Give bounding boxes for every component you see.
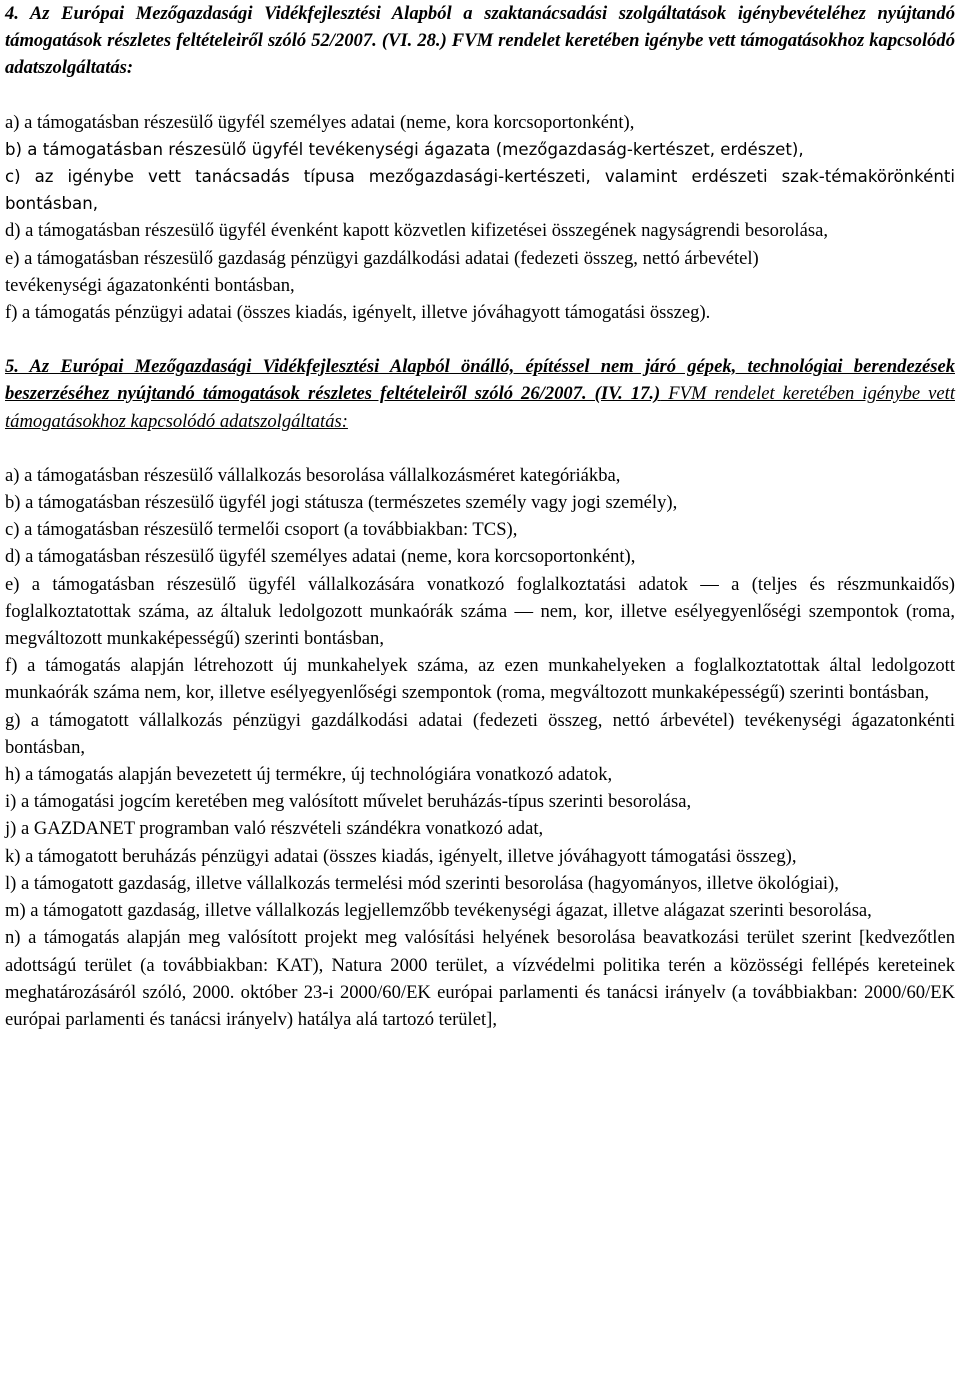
spacer <box>5 82 955 109</box>
section-5-item-k: k) a támogatott beruházás pénzügyi adatai (összes kiadás, igényelt, illetve jóváhagyott támogatási összeg), <box>5 845 797 867</box>
spacer <box>5 435 955 462</box>
section-5-item-h: h) a támogatás alapján bevezetett új termékre, új technológiára vonatkozó adatok, <box>5 764 613 786</box>
section-5-heading <box>5 353 955 435</box>
section-5-heading-rest: FVM rendelet keretében igénybe vett támogatásokhoz kapcsolódó adatszolgáltatás: <box>5 383 955 432</box>
section-5-item-g: g) a támogatott vállalkozás pénzügyi gazdálkodási adatai (fedezeti összeg, nettó árbevétel) tevékenységi ágazatonkénti bontásban, <box>5 709 955 758</box>
section-4-item-e-cont: tevékenységi ágazatonkénti bontásban, <box>5 274 295 296</box>
section-5-item-a: a) a támogatásban részesülő vállalkozás besorolása vállalkozásméret kategóriákba, <box>5 464 621 486</box>
section-5-item-b: b) a támogatásban részesülő ügyfél jogi státusza (természetes személy vagy jogi személy), <box>5 492 678 514</box>
section-5-item-n: n) a támogatás alapján meg valósított projekt meg valósítási helyének besorolása beavatkozási terület szerint [kedvezőtlen adottságú terület (a továbbiakban: KAT), Natura 2000 terület, a vízvédelmi politika terén a közösségi fellépés kereteinek meghatározásáról szóló, 2000. október 23-i 2000/60/EK európai parlamenti és tanácsi irányelv (a továbbiakban: 2000/60/EK európai parlamenti és tanácsi irányelv) hatálya alá tartozó terület], <box>5 927 955 1030</box>
section-5 <box>5 353 955 1033</box>
section-4-item-c: c) az igénybe vett tanácsadás típusa mezőgazdasági-kertészeti, valamint erdészeti szak-témakörönkénti bontásban, <box>5 167 955 214</box>
section-4-item-a: a) a támogatásban részesülő ügyfél személyes adatai (neme, kora korcsoportonként), <box>5 111 635 133</box>
section-5-item-i: i) a támogatási jogcím keretében meg valósított művelet beruházás-típus szerinti besorolása, <box>5 791 692 813</box>
spacer <box>5 326 955 353</box>
section-4-item-b: b) a támogatásban részesülő ügyfél tevékenységi ágazata (mezőgazdaság-kertészet, erdészet), <box>5 139 804 159</box>
section-4-heading: 4. Az Európai Mezőgazdasági Vidékfejlesztési Alapból a szaktanácsadási szolgáltatások igénybevételéhez nyújtandó támogatások részletes feltételeiről szóló 52/2007. (VI. 28.) FVM rendelet keretében igénybe vett támogatásokhoz kapcsolódó adatszolgáltatás: <box>5 3 955 79</box>
section-5-item-m: m) a támogatott gazdaság, illetve vállalkozás legjellemzőbb tevékenységi ágazat, illetve alágazat szerinti besorolása, <box>5 900 872 922</box>
section-5-item-l: l) a támogatott gazdaság, illetve vállalkozás termelési mód szerinti besorolása (hagyományos, illetve ökológiai), <box>5 872 839 894</box>
section-5-item-f: f) a támogatás alapján létrehozott új munkahelyek száma, az ezen munkahelyeken a foglalkoztatottak által ledolgozott munkaórák száma nem, kor, illetve esélyegyenlőségi szempontok (roma, megváltozott munkaképességű) szerinti bontásban, <box>5 655 955 704</box>
section-5-item-c: c) a támogatásban részesülő termelői csoport (a továbbiakban: TCS), <box>5 519 518 541</box>
section-4-item-d: d) a támogatásban részesülő ügyfél évenként kapott közvetlen kifizetései összegének nagyságrendi besorolása, <box>5 220 828 242</box>
section-5-item-d: d) a támogatásban részesülő ügyfél személyes adatai (neme, kora korcsoportonként), <box>5 546 636 568</box>
section-5-heading-title: 5. Az Európai Mezőgazdasági Vidékfejlesztési Alapból önálló, építéssel nem járó gépek, technológiai berendezések beszerzéséhez nyújtandó támogatások részletes feltételeiről szóló 26/2007. (IV. 17.) <box>5 356 955 405</box>
section-4 <box>5 0 955 326</box>
section-4-item-e: e) a támogatásban részesülő gazdaság pénzügyi gazdálkodási adatai (fedezeti összeg, nettó árbevétel) <box>5 247 759 269</box>
section-5-item-e: e) a támogatásban részesülő ügyfél vállalkozására vonatkozó foglalkoztatási adatok — a (teljes és részmunkaidős) foglalkoztatottak száma, az általuk ledolgozott munkaórák száma — nem, kor, illetve esélyegyenlőségi szempontok (roma, megváltozott munkaképességű) szerinti bontásban, <box>5 573 955 650</box>
section-4-item-f: f) a támogatás pénzügyi adatai (összes kiadás, igényelt, illetve jóváhagyott támogatási összeg). <box>5 302 711 324</box>
document-page <box>5 0 955 1033</box>
section-5-item-j: j) a GAZDANET programban való részvételi szándékra vonatkozó adat, <box>5 818 544 840</box>
